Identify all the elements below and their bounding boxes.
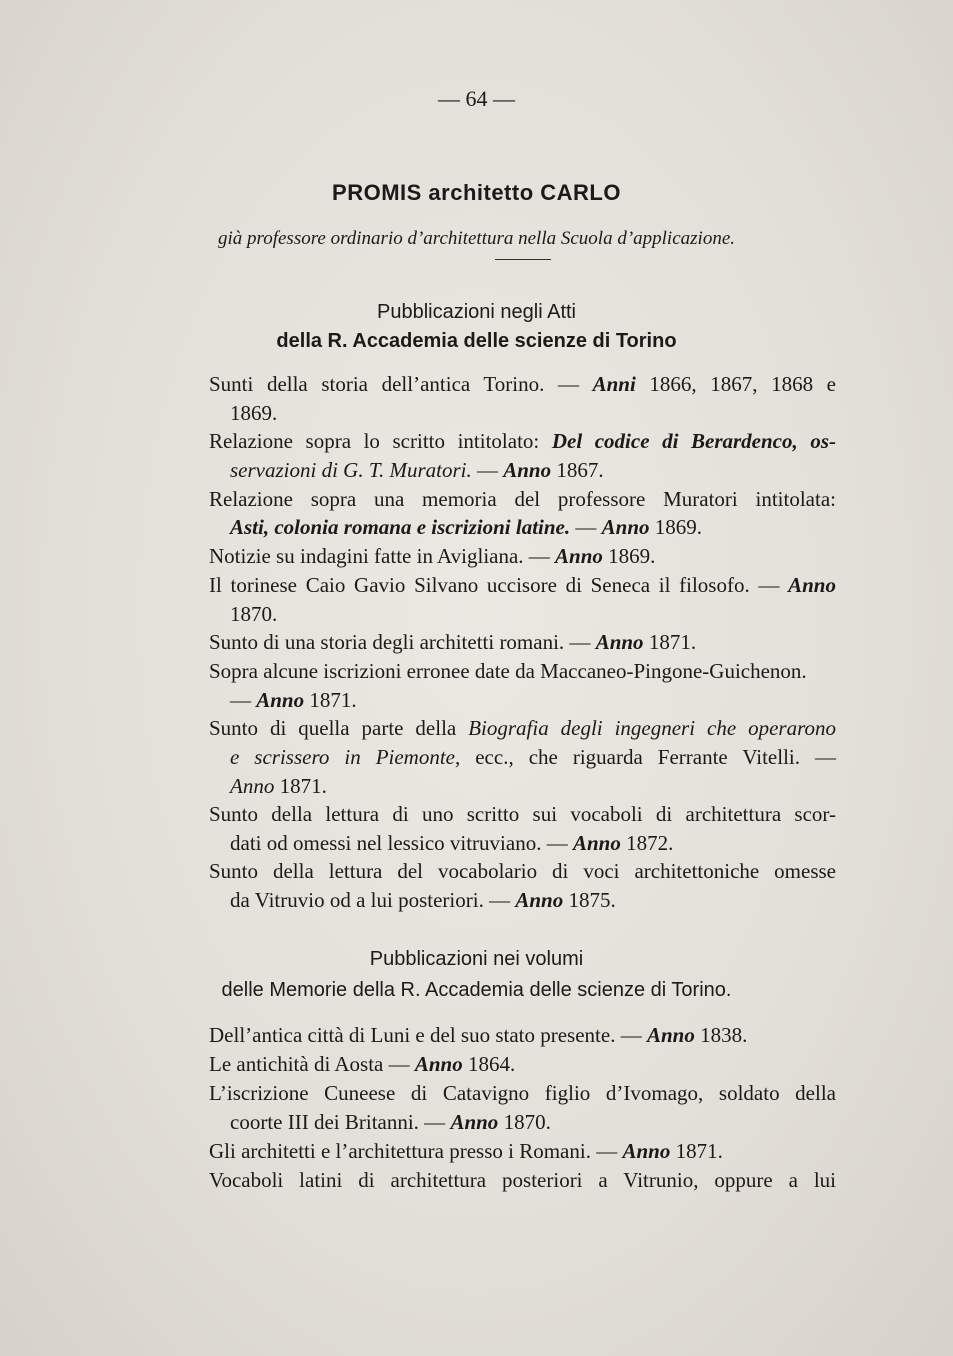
author-heading: PROMIS architetto CARLO xyxy=(332,180,621,205)
s1-entry1-line2: 1869. xyxy=(230,401,278,425)
s1-entry10-line1: Sunto della lettura del vocabolario di voci architettoniche omesse xyxy=(209,859,836,883)
s1-entry9-line2: dati od omessi nel lessico vitruviano. — Anno 1872. xyxy=(230,831,674,855)
s1-entry3-line2: Asti, colonia romana e iscrizioni latine. — Anno 1869. xyxy=(230,515,703,539)
s1-entry8-line2: e scrissero in Piemonte, ecc., che riguarda Ferrante Vitelli. — xyxy=(230,745,836,769)
s2-entry3-line2: coorte III dei Britanni. — Anno 1870. xyxy=(230,1110,551,1134)
s2-entry3-line1: L’iscrizione Cuneese di Catavigno figlio d’Ivomago, soldato della xyxy=(209,1081,836,1105)
s1-entry8-line3: Anno 1871. xyxy=(230,774,327,798)
s1-entry7-line1: Sopra alcune iscrizioni erronee date da Maccaneo-Pingone-Guichenon. xyxy=(209,659,807,683)
s1-entry6-line1: Sunto di una storia degli architetti romani. — Anno 1871. xyxy=(209,630,697,654)
s1-entry8-line1: Sunto di quella parte della Biografia degli ingegneri che operarono xyxy=(209,716,836,740)
s2-entry2-line1: Le antichità di Aosta — Anno 1864. xyxy=(209,1052,516,1076)
s2-entry4-line1: Gli architetti e l’architettura presso i Romani. — Anno 1871. xyxy=(209,1139,723,1163)
s2-entry5-line1: Vocaboli latini di architettura posteriori a Vitrunio, oppure a lui xyxy=(209,1168,836,1192)
s1-entry10-line2: da Vitruvio od a lui posteriori. — Anno 1875. xyxy=(230,888,616,912)
s1-entry2-line1: Relazione sopra lo scritto intitolato: Del codice di Berardenco, os- xyxy=(209,429,836,453)
s1-entry3-line1: Relazione sopra una memoria del professore Muratori intitolata: xyxy=(209,487,836,511)
section2-heading-line2: delle Memorie della R. Accademia delle scienze di Torino. xyxy=(221,979,732,1001)
s1-entry5-line2: 1870. xyxy=(230,602,278,626)
s1-entry1-line1: Sunti della storia dell’antica Torino. — Anni 1866, 1867, 1868 e xyxy=(209,372,836,396)
s2-entry1-line1: Dell’antica città di Luni e del suo stato presente. — Anno 1838. xyxy=(209,1023,748,1047)
s1-entry4-line1: Notizie su indagini fatte in Avigliana. — Anno 1869. xyxy=(209,544,656,568)
section1-heading-line2: della R. Accademia delle scienze di Torino xyxy=(276,330,677,352)
s1-entry9-line1: Sunto della lettura di uno scritto sui vocaboli di architettura scor- xyxy=(209,802,836,826)
author-subtitle: già professore ordinario d’architettura nella Scuola d’applicazione. xyxy=(218,228,735,249)
s1-entry2-line2: servazioni di G. T. Muratori. — Anno 1867. xyxy=(230,458,604,482)
section1-heading-line1: Pubblicazioni negli Atti xyxy=(376,301,576,323)
section2-heading-line1: Pubblicazioni nei volumi xyxy=(369,948,584,970)
s1-entry5-line1: Il torinese Caio Gavio Silvano uccisore di Seneca il filosofo. — Anno xyxy=(209,573,836,597)
page-number: — 64 — xyxy=(438,86,515,111)
divider-rule xyxy=(495,259,551,260)
s1-entry7-line2: — Anno 1871. xyxy=(230,688,357,712)
